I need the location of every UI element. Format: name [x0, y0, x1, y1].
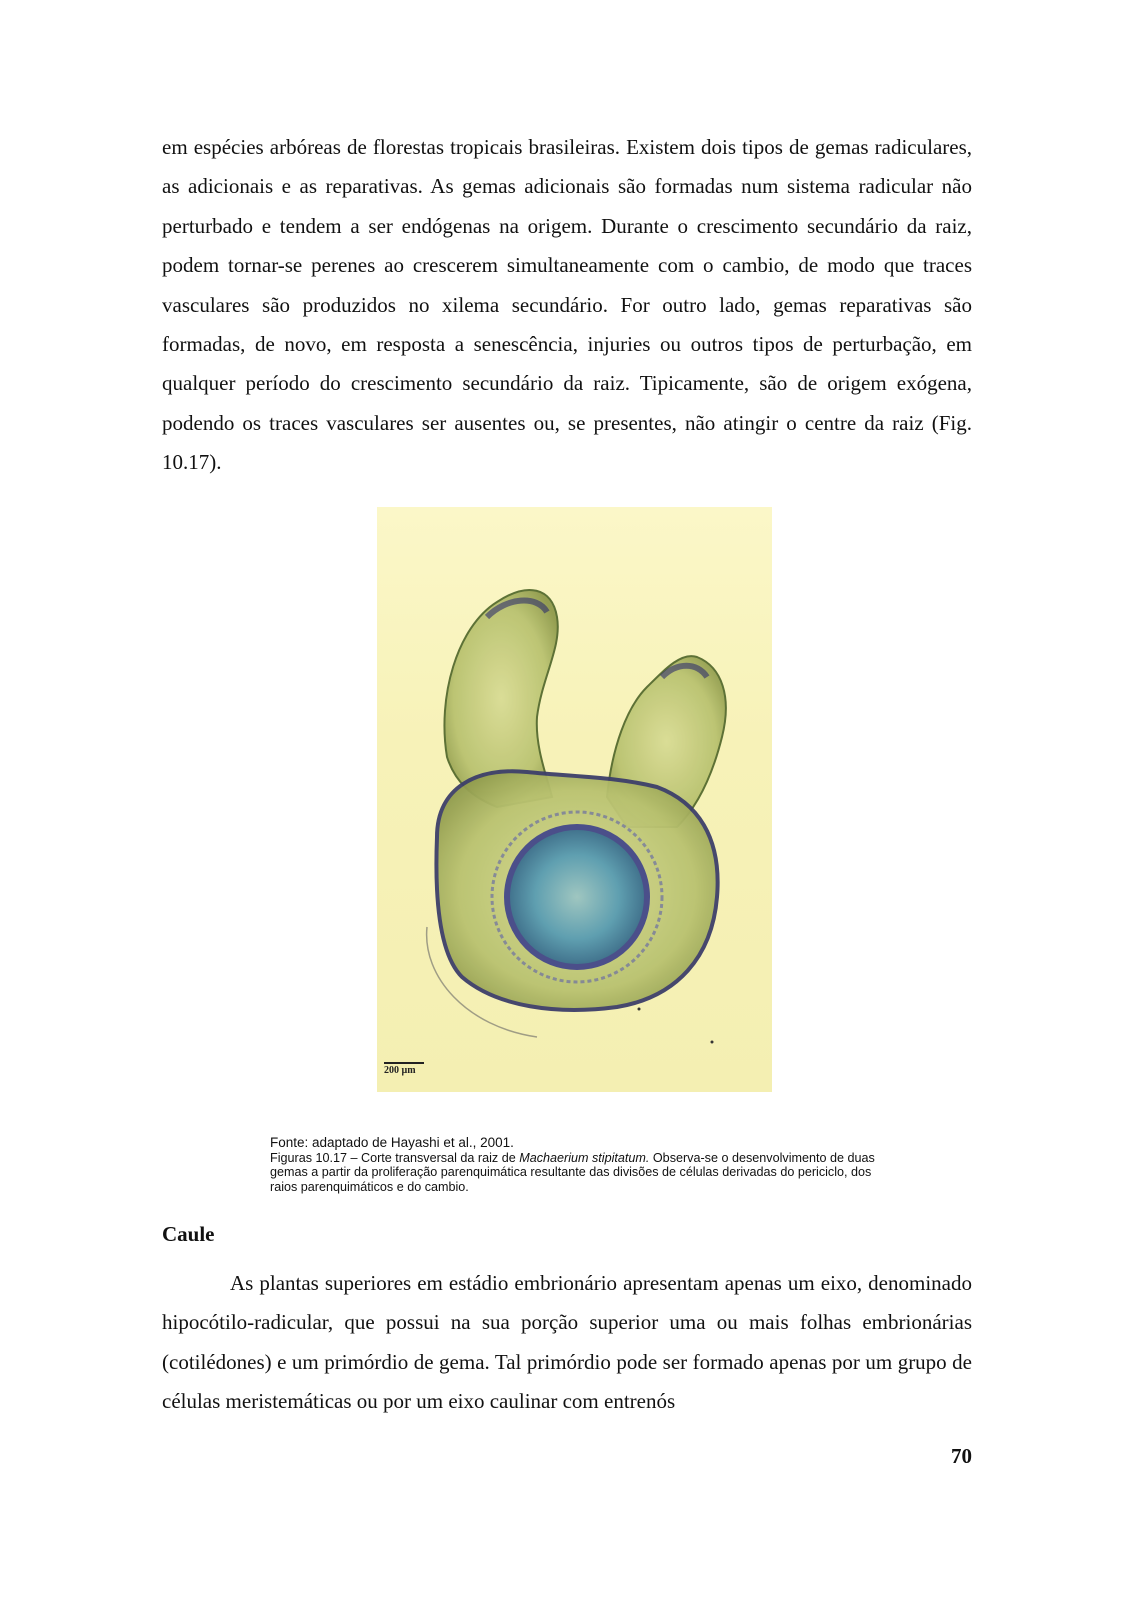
- page-number: 70: [951, 1444, 972, 1468]
- paragraph-text: As plantas superiores em estádio embrionário apresentam apenas um eixo, denominado hipocótilo-radicular, que possui na sua porção superior uma ou mais folhas embrionárias (cotilédones) e um primórdio de gema. Tal primórdio pode ser formado apenas por um grupo de células meristemáticas ou por um eixo caulinar com entrenós: [162, 1271, 972, 1414]
- body-paragraph-1: [162, 128, 972, 483]
- caption-source: Fonte: adaptado de Hayashi et al., 2001.: [270, 1135, 514, 1150]
- caption-text: [270, 1151, 890, 1195]
- caption-label: Figuras 10.17 – Corte transversal da raiz de: [270, 1150, 516, 1165]
- caption-species: Machaerium stipitatum.: [519, 1150, 650, 1165]
- caption-description: Observa-se o desenvolvimento de duas gemas a partir da proliferação parenquimática resultante das divisões de células derivadas do periciclo, dos raios parenquimáticos e do cambio.: [270, 1150, 875, 1194]
- root-cross-section-image: [377, 507, 772, 1092]
- micrograph-figure: [377, 507, 772, 1092]
- section-heading: Caule: [162, 1222, 215, 1246]
- paragraph-text: em espécies arbóreas de florestas tropicais brasileiras. Existem dois tipos de gemas radiculares, as adicionais e as reparativas. As gemas adicionais são formadas num sistema radicular não perturbado e tendem a ser endógenas na origem. Durante o crescimento secundário da raiz, podem tornar-se perenes ao crescerem simultaneamente com o cambio, de modo que traces vasculares são produzidos no xilema secundário. For outro lado, gemas reparativas são formadas, de novo, em resposta a senescência, injuries ou outros tipos de perturbação, em qualquer período do crescimento secundário da raiz. Tipicamente, são de origem exógena, podendo os traces vasculares ser ausentes ou, se presentes, não atingir o centre da raiz (Fig. 10.17).: [162, 135, 972, 475]
- figure-caption: [270, 1136, 890, 1194]
- scale-bar: [384, 1062, 424, 1076]
- scale-bar-label: 200 µm: [384, 1065, 416, 1076]
- body-paragraph-2: [162, 1264, 972, 1422]
- scale-bar-line: [384, 1062, 424, 1064]
